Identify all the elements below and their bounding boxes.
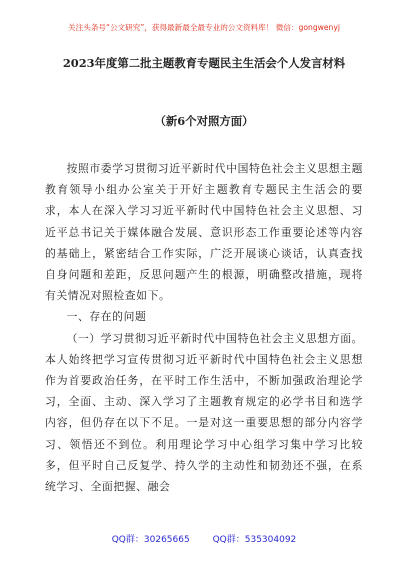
footer-qq-group-2: QQ群：535304092 [212, 535, 297, 545]
section-paragraph: （一）学习贯彻习近平新时代中国特色社会主义思想方面。本人始终把学习宣传贯彻习近平新时代中国特色社会主义思想作为首要政治任务，在平时工作生活中，不断加强政治理论学习，全面、主动、深入学习了主题教育规定的必学书目和选学内容，但仍存在以下不足。一是对这一重要思想的部分内容学习、领悟还不到位。利用理论学习中心组学习集中学习比较多，但平时自己反复学、持久学的主动性和韧劲还不强，在系统学习、全面把握、融会 [45, 331, 363, 494]
section-heading: 一、存在的问题 [66, 310, 147, 324]
footer-qq-group-1: QQ群：30265665 [111, 535, 190, 545]
document-content [45, 158, 363, 497]
document-subtitle: （新6个对照方面） [154, 114, 254, 128]
document-body [45, 56, 363, 497]
header-banner: 关注头条号“公文研究”，获得最新最全最专业的公文资料库！ 微信：gongwenyj [68, 23, 340, 32]
document-title: 2023年度第二批主题教育专题民主生活会个人发言材料 [62, 56, 346, 70]
intro-paragraph: 按照市委学习贯彻习近平新时代中国特色社会主义思想主题教育领导小组办公室关于开好主题教育专题民主生活会的要求，本人在深入学习习近平新时代中国特色社会主义思想、习近平总书记关于媒体融合发展、意识形态工作重要论述等内容的基础上，紧密结合工作实际，广泛开展谈心谈话，认真查找自身问题和差距，反思问题产生的根源，明确整改措施，现将有关情况对照检查如下。 [45, 162, 363, 303]
footer-contact [0, 532, 408, 545]
